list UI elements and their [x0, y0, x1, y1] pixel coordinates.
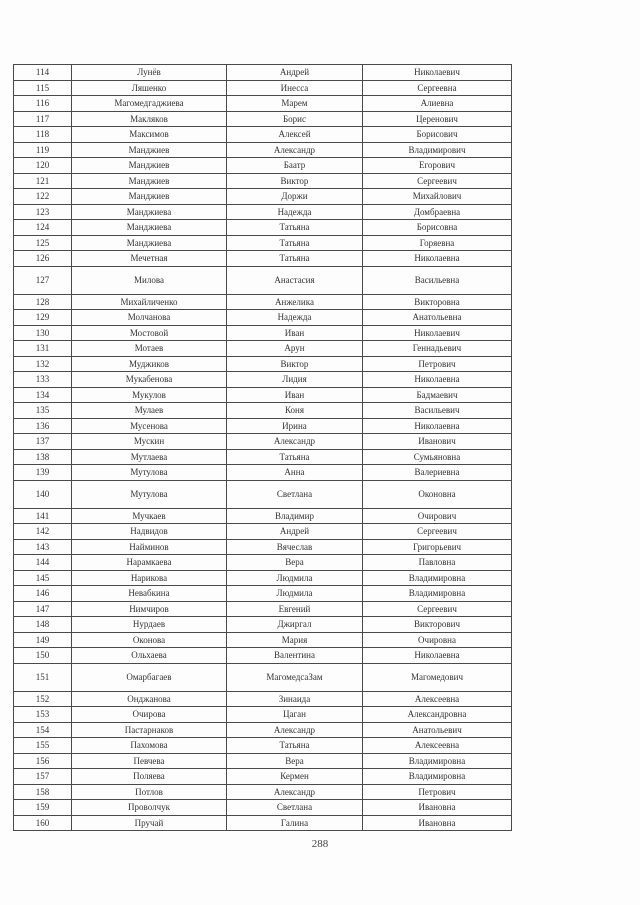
- row-number-cell: 136: [14, 418, 72, 434]
- row-number-cell: 127: [14, 266, 72, 294]
- first-name-cell: Лидия: [227, 372, 363, 388]
- row-number-cell: 134: [14, 387, 72, 403]
- table-row: [14, 691, 512, 707]
- last-name-cell: Пахомова: [72, 738, 227, 754]
- row-number-cell: 159: [14, 800, 72, 816]
- row-number-cell: 114: [14, 65, 72, 81]
- first-name-cell: Коня: [227, 403, 363, 419]
- table-row: [14, 539, 512, 555]
- patronymic-cell: Павловна: [363, 555, 512, 571]
- last-name-cell: Мутлаева: [72, 449, 227, 465]
- table-row: [14, 617, 512, 633]
- last-name-cell: Нурдаев: [72, 617, 227, 633]
- row-number-cell: 157: [14, 769, 72, 785]
- last-name-cell: Оконова: [72, 632, 227, 648]
- patronymic-cell: Николаевна: [363, 251, 512, 267]
- first-name-cell: Татьяна: [227, 220, 363, 236]
- last-name-cell: Мусенова: [72, 418, 227, 434]
- table-row: [14, 356, 512, 372]
- first-name-cell: Вера: [227, 555, 363, 571]
- first-name-cell: Людмила: [227, 570, 363, 586]
- row-number-cell: 141: [14, 508, 72, 524]
- last-name-cell: Лунёв: [72, 65, 227, 81]
- row-number-cell: 155: [14, 738, 72, 754]
- patronymic-cell: Сергеевич: [363, 173, 512, 189]
- table-row: [14, 142, 512, 158]
- table-row: [14, 310, 512, 326]
- row-number-cell: 148: [14, 617, 72, 633]
- last-name-cell: Манджиева: [72, 204, 227, 220]
- table-row: [14, 173, 512, 189]
- row-number-cell: 151: [14, 663, 72, 691]
- table-row: [14, 204, 512, 220]
- row-number-cell: 117: [14, 111, 72, 127]
- last-name-cell: Милова: [72, 266, 227, 294]
- patronymic-cell: Егорович: [363, 158, 512, 174]
- table-row: [14, 403, 512, 419]
- first-name-cell: Евгений: [227, 601, 363, 617]
- last-name-cell: Мукабенова: [72, 372, 227, 388]
- patronymic-cell: Александровна: [363, 707, 512, 723]
- first-name-cell: Джиргал: [227, 617, 363, 633]
- row-number-cell: 140: [14, 480, 72, 508]
- row-number-cell: 154: [14, 722, 72, 738]
- table-row: [14, 800, 512, 816]
- table-row: [14, 707, 512, 723]
- first-name-cell: Алексей: [227, 127, 363, 143]
- row-number-cell: 118: [14, 127, 72, 143]
- first-name-cell: Доржи: [227, 189, 363, 205]
- row-number-cell: 144: [14, 555, 72, 571]
- patronymic-cell: Васильевич: [363, 403, 512, 419]
- row-number-cell: 160: [14, 815, 72, 831]
- row-number-cell: 124: [14, 220, 72, 236]
- row-number-cell: 131: [14, 341, 72, 357]
- table-row: [14, 449, 512, 465]
- first-name-cell: Людмила: [227, 586, 363, 602]
- first-name-cell: Татьяна: [227, 235, 363, 251]
- row-number-cell: 135: [14, 403, 72, 419]
- last-name-cell: Мучкаев: [72, 508, 227, 524]
- names-table-body: [14, 65, 512, 831]
- last-name-cell: Молчанова: [72, 310, 227, 326]
- first-name-cell: Александр: [227, 142, 363, 158]
- last-name-cell: Пастарнаков: [72, 722, 227, 738]
- first-name-cell: Иван: [227, 325, 363, 341]
- patronymic-cell: Алексеевна: [363, 691, 512, 707]
- last-name-cell: Ляшенко: [72, 80, 227, 96]
- first-name-cell: Иван: [227, 387, 363, 403]
- row-number-cell: 130: [14, 325, 72, 341]
- last-name-cell: Манджиев: [72, 158, 227, 174]
- patronymic-cell: Магомедович: [363, 663, 512, 691]
- last-name-cell: Магомедгаджиева: [72, 96, 227, 112]
- first-name-cell: Светлана: [227, 480, 363, 508]
- row-number-cell: 120: [14, 158, 72, 174]
- patronymic-cell: Геннадьевич: [363, 341, 512, 357]
- patronymic-cell: Ивановна: [363, 800, 512, 816]
- last-name-cell: Омарбагаев: [72, 663, 227, 691]
- first-name-cell: Валентина: [227, 648, 363, 664]
- patronymic-cell: Борисович: [363, 127, 512, 143]
- patronymic-cell: Николаевна: [363, 372, 512, 388]
- last-name-cell: Поляева: [72, 769, 227, 785]
- last-name-cell: Певчева: [72, 753, 227, 769]
- row-number-cell: 145: [14, 570, 72, 586]
- first-name-cell: Цаган: [227, 707, 363, 723]
- patronymic-cell: Бадмаевич: [363, 387, 512, 403]
- last-name-cell: Мечетная: [72, 251, 227, 267]
- first-name-cell: Андрей: [227, 524, 363, 540]
- first-name-cell: Виктор: [227, 173, 363, 189]
- row-number-cell: 129: [14, 310, 72, 326]
- table-row: [14, 784, 512, 800]
- table-row: [14, 769, 512, 785]
- table-row: [14, 96, 512, 112]
- row-number-cell: 139: [14, 465, 72, 481]
- patronymic-cell: Петрович: [363, 784, 512, 800]
- names-table: [13, 64, 512, 831]
- first-name-cell: Татьяна: [227, 449, 363, 465]
- row-number-cell: 126: [14, 251, 72, 267]
- patronymic-cell: Петрович: [363, 356, 512, 372]
- table-row: [14, 601, 512, 617]
- table-row: [14, 524, 512, 540]
- row-number-cell: 125: [14, 235, 72, 251]
- last-name-cell: Мостовой: [72, 325, 227, 341]
- last-name-cell: Найминов: [72, 539, 227, 555]
- patronymic-cell: Анатольевна: [363, 310, 512, 326]
- last-name-cell: Мотаев: [72, 341, 227, 357]
- table-row: [14, 555, 512, 571]
- first-name-cell: Владимир: [227, 508, 363, 524]
- first-name-cell: Александр: [227, 434, 363, 450]
- first-name-cell: Александр: [227, 722, 363, 738]
- first-name-cell: Кермен: [227, 769, 363, 785]
- row-number-cell: 158: [14, 784, 72, 800]
- table-row: [14, 418, 512, 434]
- table-row: [14, 815, 512, 831]
- first-name-cell: Марем: [227, 96, 363, 112]
- patronymic-cell: Валериевна: [363, 465, 512, 481]
- last-name-cell: Нарамкаева: [72, 555, 227, 571]
- patronymic-cell: Ивановна: [363, 815, 512, 831]
- patronymic-cell: Владимировна: [363, 586, 512, 602]
- patronymic-cell: Анатольевич: [363, 722, 512, 738]
- table-row: [14, 586, 512, 602]
- row-number-cell: 115: [14, 80, 72, 96]
- patronymic-cell: Горяевна: [363, 235, 512, 251]
- patronymic-cell: Сергеевич: [363, 601, 512, 617]
- last-name-cell: Мутулова: [72, 465, 227, 481]
- table-row: [14, 65, 512, 81]
- last-name-cell: Пручай: [72, 815, 227, 831]
- row-number-cell: 153: [14, 707, 72, 723]
- row-number-cell: 116: [14, 96, 72, 112]
- row-number-cell: 122: [14, 189, 72, 205]
- patronymic-cell: Домбраевна: [363, 204, 512, 220]
- last-name-cell: Макляков: [72, 111, 227, 127]
- last-name-cell: Нарикова: [72, 570, 227, 586]
- table-row: [14, 465, 512, 481]
- patronymic-cell: Сергеевна: [363, 80, 512, 96]
- last-name-cell: Проволчук: [72, 800, 227, 816]
- first-name-cell: Вячеслав: [227, 539, 363, 555]
- table-row: [14, 80, 512, 96]
- table-row: [14, 753, 512, 769]
- patronymic-cell: Сумьяновна: [363, 449, 512, 465]
- patronymic-cell: Оконовна: [363, 480, 512, 508]
- table-row: [14, 111, 512, 127]
- table-row: [14, 570, 512, 586]
- row-number-cell: 128: [14, 294, 72, 310]
- first-name-cell: Ирина: [227, 418, 363, 434]
- table-row: [14, 738, 512, 754]
- patronymic-cell: Николаевич: [363, 65, 512, 81]
- last-name-cell: Надвидов: [72, 524, 227, 540]
- first-name-cell: Инесса: [227, 80, 363, 96]
- row-number-cell: 133: [14, 372, 72, 388]
- last-name-cell: Очирова: [72, 707, 227, 723]
- table-row: [14, 663, 512, 691]
- page-number: 288: [311, 838, 329, 850]
- patronymic-cell: Борисовна: [363, 220, 512, 236]
- last-name-cell: Муджиков: [72, 356, 227, 372]
- row-number-cell: 150: [14, 648, 72, 664]
- row-number-cell: 149: [14, 632, 72, 648]
- table-row: [14, 480, 512, 508]
- first-name-cell: Зинаида: [227, 691, 363, 707]
- patronymic-cell: Иванович: [363, 434, 512, 450]
- table-row: [14, 294, 512, 310]
- table-row: [14, 434, 512, 450]
- patronymic-cell: Владимировна: [363, 769, 512, 785]
- first-name-cell: Александр: [227, 784, 363, 800]
- patronymic-cell: Николаевна: [363, 648, 512, 664]
- row-number-cell: 123: [14, 204, 72, 220]
- table-row: [14, 220, 512, 236]
- last-name-cell: Манджиева: [72, 220, 227, 236]
- last-name-cell: Онджанова: [72, 691, 227, 707]
- last-name-cell: Ольхаева: [72, 648, 227, 664]
- first-name-cell: Виктор: [227, 356, 363, 372]
- table-row: [14, 251, 512, 267]
- last-name-cell: Потлов: [72, 784, 227, 800]
- row-number-cell: 137: [14, 434, 72, 450]
- table-row: [14, 341, 512, 357]
- patronymic-cell: Очировна: [363, 632, 512, 648]
- last-name-cell: Манджиев: [72, 189, 227, 205]
- last-name-cell: Манджиев: [72, 173, 227, 189]
- first-name-cell: Борис: [227, 111, 363, 127]
- first-name-cell: Андрей: [227, 65, 363, 81]
- first-name-cell: МагомедсаЗам: [227, 663, 363, 691]
- row-number-cell: 121: [14, 173, 72, 189]
- table-row: [14, 235, 512, 251]
- first-name-cell: Вера: [227, 753, 363, 769]
- last-name-cell: Невабкина: [72, 586, 227, 602]
- last-name-cell: Михайличенко: [72, 294, 227, 310]
- last-name-cell: Мутулова: [72, 480, 227, 508]
- row-number-cell: 146: [14, 586, 72, 602]
- patronymic-cell: Васильевна: [363, 266, 512, 294]
- first-name-cell: Галина: [227, 815, 363, 831]
- last-name-cell: Максимов: [72, 127, 227, 143]
- patronymic-cell: Николаевич: [363, 325, 512, 341]
- last-name-cell: Манджиев: [72, 142, 227, 158]
- patronymic-cell: Владимирович: [363, 142, 512, 158]
- row-number-cell: 132: [14, 356, 72, 372]
- table-row: [14, 325, 512, 341]
- first-name-cell: Татьяна: [227, 738, 363, 754]
- patronymic-cell: Владимировна: [363, 570, 512, 586]
- patronymic-cell: Михайлович: [363, 189, 512, 205]
- first-name-cell: Светлана: [227, 800, 363, 816]
- patronymic-cell: Алиевна: [363, 96, 512, 112]
- table-row: [14, 387, 512, 403]
- patronymic-cell: Алексеевна: [363, 738, 512, 754]
- first-name-cell: Анжелика: [227, 294, 363, 310]
- table-row: [14, 372, 512, 388]
- last-name-cell: Манджиева: [72, 235, 227, 251]
- row-number-cell: 119: [14, 142, 72, 158]
- table-row: [14, 266, 512, 294]
- first-name-cell: Арун: [227, 341, 363, 357]
- table-row: [14, 508, 512, 524]
- table-row: [14, 158, 512, 174]
- row-number-cell: 147: [14, 601, 72, 617]
- patronymic-cell: Очирович: [363, 508, 512, 524]
- last-name-cell: Мускин: [72, 434, 227, 450]
- first-name-cell: Баатр: [227, 158, 363, 174]
- table-row: [14, 632, 512, 648]
- patronymic-cell: Владимировна: [363, 753, 512, 769]
- first-name-cell: Анастасия: [227, 266, 363, 294]
- first-name-cell: Надежда: [227, 204, 363, 220]
- table-row: [14, 722, 512, 738]
- patronymic-cell: Сергеевич: [363, 524, 512, 540]
- table-row: [14, 648, 512, 664]
- row-number-cell: 142: [14, 524, 72, 540]
- last-name-cell: Нимчиров: [72, 601, 227, 617]
- first-name-cell: Татьяна: [227, 251, 363, 267]
- patronymic-cell: Церенович: [363, 111, 512, 127]
- last-name-cell: Мулаев: [72, 403, 227, 419]
- row-number-cell: 152: [14, 691, 72, 707]
- row-number-cell: 143: [14, 539, 72, 555]
- first-name-cell: Мария: [227, 632, 363, 648]
- first-name-cell: Надежда: [227, 310, 363, 326]
- row-number-cell: 138: [14, 449, 72, 465]
- row-number-cell: 156: [14, 753, 72, 769]
- patronymic-cell: Викторович: [363, 617, 512, 633]
- table-row: [14, 189, 512, 205]
- patronymic-cell: Николаевна: [363, 418, 512, 434]
- patronymic-cell: Викторовна: [363, 294, 512, 310]
- last-name-cell: Мукулов: [72, 387, 227, 403]
- table-row: [14, 127, 512, 143]
- patronymic-cell: Григорьевич: [363, 539, 512, 555]
- first-name-cell: Анна: [227, 465, 363, 481]
